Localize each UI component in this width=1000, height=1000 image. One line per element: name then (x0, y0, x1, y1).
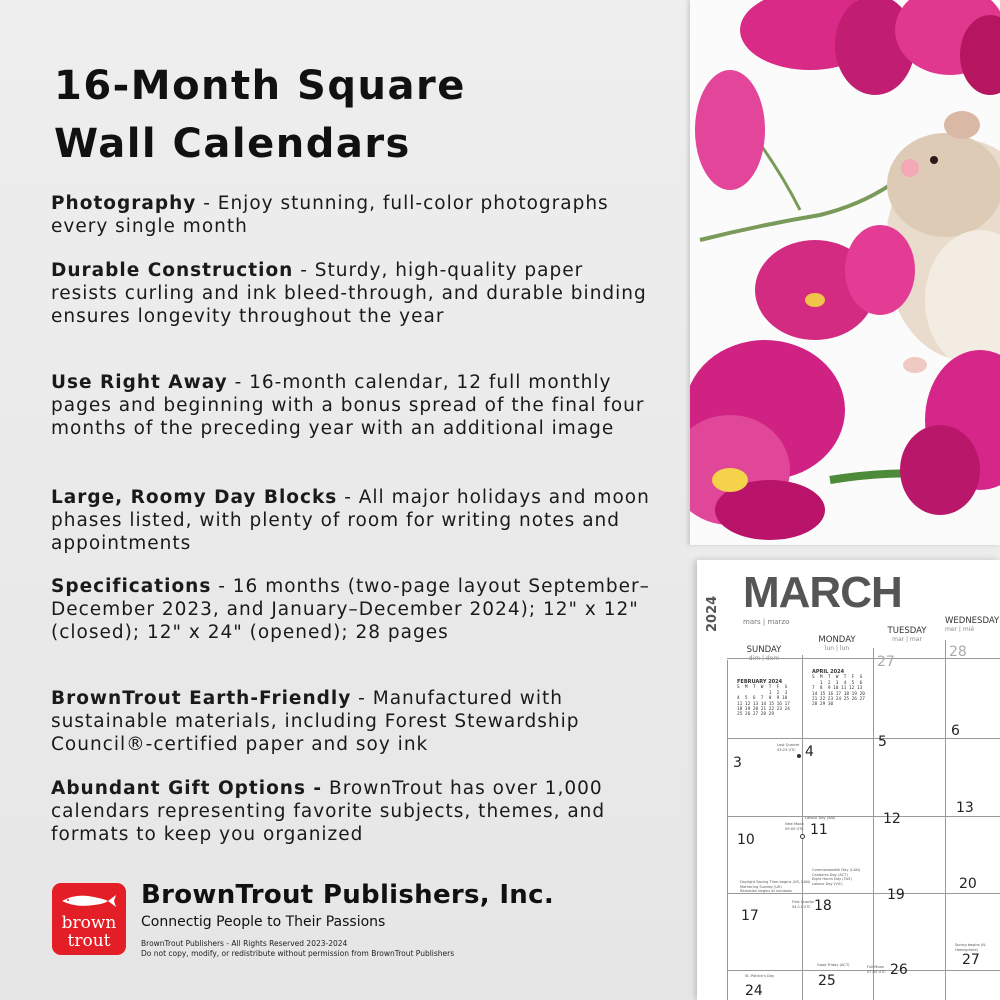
cell-note: St. Patrick's Day (745, 974, 775, 978)
date-cell: 27 (962, 952, 980, 968)
grid-line (727, 970, 1000, 971)
publisher-name: BrownTrout Publishers, Inc. (141, 880, 555, 910)
feature-specifications: Specifications - 16 months (two-page layout September–December 2023, and January–December 2024); 12" x 12" (closed); 12" x 24" (opened); 28 pages (51, 576, 650, 643)
calendar-month: MARCH (743, 568, 902, 617)
feature-title: Photography (51, 193, 197, 214)
mini-calendar-february: FEBRUARY 2024 S M T W T F S 1 2 3 4 5 6 7 8 9 10 11 12 13 14 15 16 17 18 19 20 21 22 23 24 25 26 27 28 29 (737, 679, 790, 718)
date-cell: 5 (878, 734, 887, 750)
feature-title: Durable Construction (51, 260, 294, 281)
feature-title: Specifications (51, 576, 212, 597)
grid-line (727, 816, 1000, 817)
cell-note: Spring begins (N. Hemisphere) (955, 943, 987, 952)
mini-calendar-april: APRIL 2024 S M T W T F S 1 2 3 4 5 6 7 8 9 10 11 12 13 14 15 16 17 18 19 20 21 22 23 24 25 26 27 28 29 30 (812, 669, 865, 708)
calendar-page (697, 560, 1000, 1000)
date-cell: 28 (949, 644, 967, 660)
feature-text: BrownTrout has over 1,000 calendars representing favorite subjects, themes, and formats to keep you organized (51, 778, 606, 845)
cell-note: Last Quarter 03:23 UTC (777, 743, 800, 752)
grid-line (727, 660, 728, 1000)
date-cell: 6 (951, 723, 960, 739)
moon-phase-icon (800, 834, 805, 839)
date-cell: 12 (883, 811, 901, 827)
rights-line: Do not copy, modify, or redistribute without permission from BrownTrout Publishers (141, 949, 455, 958)
feature-text: All major holidays and moon phases listed, with plenty of room for writing notes and appointments (51, 487, 650, 554)
page-title-line1: 16-Month Square (54, 63, 466, 109)
calendar-year: 2024 (705, 595, 720, 632)
rights-line: BrownTrout Publishers - All Rights Reserved 2023-2024 (141, 939, 348, 948)
moon-phase-icon (797, 754, 801, 758)
calendar-month-subtitle: mars | marzo (743, 618, 790, 626)
feature-title: Use Right Away (51, 372, 228, 393)
day-header-wednesday: WEDNESDAY mer | mié (945, 616, 1000, 633)
date-cell: 10 (737, 832, 755, 848)
cell-note: Labour Day (WA) (805, 816, 836, 820)
page-title-line2: Wall Calendars (54, 121, 411, 167)
browntrout-logo (52, 883, 126, 955)
cell-note: Commonwealth Day (CAN) Canberra Day (ACT) Eight Hours Day (TAS) Labour Day (VIC) (812, 868, 861, 886)
day-header-monday: MONDAY lun | lun (818, 635, 856, 652)
date-cell: 26 (890, 962, 908, 978)
feature-day-blocks: Large, Roomy Day Blocks - All major holidays and moon phases listed, with plenty of room for writing notes and appointments (51, 487, 650, 554)
cell-note: Good Friday (ACT) (817, 963, 850, 967)
calendar-photo (690, 0, 1000, 545)
date-cell: 17 (741, 908, 759, 924)
feature-text: Manufactured with sustainable materials, including Forest Stewardship Council®-certified paper and soy ink (51, 688, 580, 755)
day-header-sunday: SUNDAY (746, 645, 782, 655)
date-cell: 25 (818, 973, 836, 989)
date-cell: 18 (814, 898, 832, 914)
date-cell: 24 (745, 983, 763, 999)
date-cell: 3 (733, 755, 742, 771)
date-cell: 19 (887, 887, 905, 903)
cell-note: New Moon 09:00 UTC (785, 822, 804, 831)
logo-word-brown: brown (61, 913, 117, 933)
grid-line (873, 648, 874, 1000)
feature-gift-options (51, 777, 651, 846)
cell-note: Full Moon 07:00 UTC (867, 965, 886, 974)
feature-title: Abundant Gift Options - (51, 778, 323, 799)
date-cell: 27 (877, 654, 895, 670)
trout-icon (58, 892, 118, 910)
feature-text: 16 months (two-page layout September–December 2023, and January–December 2024); 12" x 12" (closed); 12" x 24" (opened); 28 pages (51, 576, 650, 643)
publisher-tagline: Connectig People to Their Passions (141, 914, 386, 930)
date-cell: 13 (956, 800, 974, 816)
day-header-tuesday: TUESDAY mar | mar (887, 626, 927, 643)
feature-durable: Durable Construction - Sturdy, high-quality paper resists curling and ink bleed-through, and durable binding ensures longevity throughout the year (51, 260, 647, 327)
feature-text: Sturdy, high-quality paper resists curling and ink bleed-through, and durable binding ensures longevity throughout the year (51, 260, 647, 327)
date-cell: 20 (959, 876, 977, 892)
feature-earth-friendly: BrownTrout Earth-Friendly - Manufactured with sustainable materials, including Forest Stewardship Council®-certified paper and soy ink (51, 688, 580, 755)
orchid-hamster-illustration (690, 0, 1000, 545)
feature-text: 16-month calendar, 12 full monthly pages and beginning with a bonus spread of the final four months of the preceding year with an additional image (51, 372, 645, 439)
feature-photography: Photography - Enjoy stunning, full-color photographs every single month (51, 193, 609, 237)
cell-note: Daylight Saving Time begins (US, CAN) Mothering Sunday (UK) Ramadan begins at sundown (740, 880, 811, 893)
feature-title: Large, Roomy Day Blocks (51, 487, 338, 508)
feature-title: BrownTrout Earth-Friendly (51, 688, 352, 709)
feature-use-right-away: Use Right Away - 16-month calendar, 12 full monthly pages and beginning with a bonus spread of the final four months of the preceding year with an additional image (51, 372, 645, 439)
rights-notice (141, 939, 454, 959)
date-cell: 11 (810, 822, 828, 838)
feature-text: Enjoy stunning, full-color photographs every single month (51, 193, 609, 237)
grid-line (945, 640, 946, 1000)
cell-note: First Quarter 04:11 UTC (792, 900, 815, 909)
logo-word-trout: trout (67, 931, 111, 951)
date-cell: 4 (805, 744, 814, 760)
